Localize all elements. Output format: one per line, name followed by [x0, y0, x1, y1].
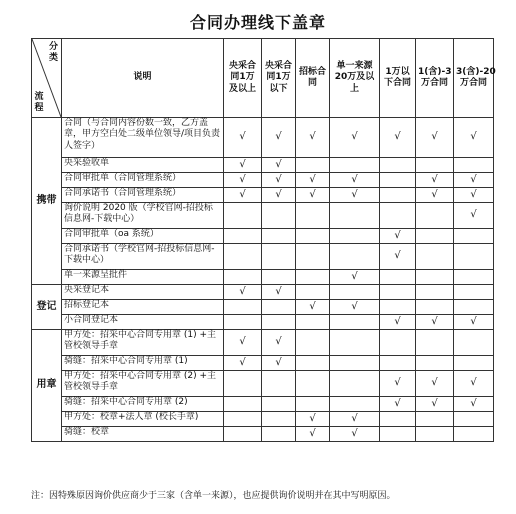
category-cell: 用章 [32, 330, 62, 442]
empty-cell [224, 244, 262, 270]
empty-cell [380, 412, 416, 427]
empty-cell [296, 270, 330, 285]
empty-cell [330, 330, 380, 356]
table-row [32, 270, 494, 285]
empty-cell [454, 427, 494, 442]
check-mark-cell: √ [330, 118, 380, 158]
check-mark-cell: √ [296, 188, 330, 203]
check-mark-cell: √ [262, 356, 296, 371]
check-mark-cell: √ [380, 371, 416, 397]
empty-cell [454, 158, 494, 173]
col-header: 央采合同1万以下 [262, 39, 296, 118]
empty-cell [330, 203, 380, 229]
item-cell: 合同（与合同内容份数一致，乙方盖章，甲方空白处二级单位领导/项目负责人签字） [62, 118, 224, 158]
empty-cell [296, 229, 330, 244]
check-mark-cell: √ [454, 203, 494, 229]
empty-cell [262, 203, 296, 229]
table-row [32, 158, 494, 173]
check-mark-cell: √ [454, 397, 494, 412]
item-cell: 合同承诺书（学校官网-招投标信息网-下载中心） [62, 244, 224, 270]
empty-cell [454, 229, 494, 244]
empty-cell [224, 371, 262, 397]
empty-cell [296, 356, 330, 371]
header-description: 说明 [62, 39, 224, 118]
table-row [32, 397, 494, 412]
table-row [32, 229, 494, 244]
check-mark-cell: √ [416, 173, 454, 188]
empty-cell [380, 427, 416, 442]
item-cell: 甲方处：招采中心合同专用章 (1) +主管校领导手章 [62, 330, 224, 356]
item-cell: 合同审批单（oa 系统） [62, 229, 224, 244]
col-header: 央采合同1万及以上 [224, 39, 262, 118]
check-mark-cell: √ [330, 412, 380, 427]
check-mark-cell: √ [296, 300, 330, 315]
item-cell: 骑缝：校章 [62, 427, 224, 442]
check-mark-cell: √ [224, 330, 262, 356]
col-header: 招标合同 [296, 39, 330, 118]
check-mark-cell: √ [224, 356, 262, 371]
check-mark-cell: √ [296, 412, 330, 427]
table-row [32, 203, 494, 229]
category-cell: 登记 [32, 285, 62, 330]
empty-cell [296, 330, 330, 356]
check-mark-cell: √ [330, 427, 380, 442]
corner-label-category: 分类 [48, 42, 58, 64]
empty-cell [262, 300, 296, 315]
check-mark-cell: √ [224, 173, 262, 188]
empty-cell [380, 300, 416, 315]
empty-cell [330, 229, 380, 244]
empty-cell [416, 229, 454, 244]
table-row [32, 244, 494, 270]
empty-cell [416, 330, 454, 356]
check-mark-cell: √ [262, 285, 296, 300]
empty-cell [224, 203, 262, 229]
empty-cell [380, 158, 416, 173]
empty-cell [416, 300, 454, 315]
empty-cell [416, 356, 454, 371]
check-mark-cell: √ [380, 229, 416, 244]
empty-cell [224, 427, 262, 442]
empty-cell [330, 397, 380, 412]
empty-cell [330, 356, 380, 371]
empty-cell [262, 315, 296, 330]
check-mark-cell: √ [262, 158, 296, 173]
item-cell: 甲方处：招采中心合同专用章 (2) +主管校领导手章 [62, 371, 224, 397]
corner-label-process: 流程 [34, 91, 44, 113]
col-header: 1(含)-3万合同 [416, 39, 454, 118]
check-mark-cell: √ [454, 188, 494, 203]
check-mark-cell: √ [454, 118, 494, 158]
item-cell: 甲方处：校章+法人章 (校长手章) [62, 412, 224, 427]
empty-cell [262, 397, 296, 412]
empty-cell [296, 158, 330, 173]
empty-cell [224, 412, 262, 427]
check-mark-cell: √ [224, 188, 262, 203]
check-mark-cell: √ [416, 118, 454, 158]
empty-cell [416, 412, 454, 427]
empty-cell [330, 315, 380, 330]
check-mark-cell: √ [296, 118, 330, 158]
empty-cell [380, 356, 416, 371]
check-mark-cell: √ [416, 371, 454, 397]
check-mark-cell: √ [380, 315, 416, 330]
empty-cell [296, 397, 330, 412]
check-mark-cell: √ [262, 330, 296, 356]
empty-cell [454, 270, 494, 285]
empty-cell [416, 244, 454, 270]
empty-cell [262, 244, 296, 270]
empty-cell [296, 244, 330, 270]
check-mark-cell: √ [416, 397, 454, 412]
item-cell: 央采验收单 [62, 158, 224, 173]
empty-cell [380, 173, 416, 188]
col-header: 单一来源20万及以上 [330, 39, 380, 118]
table-row [32, 356, 494, 371]
col-header: 1万以下合同 [380, 39, 416, 118]
empty-cell [454, 285, 494, 300]
empty-cell [262, 371, 296, 397]
empty-cell [262, 412, 296, 427]
table-row [32, 427, 494, 442]
table-row [32, 118, 494, 158]
page-title: 合同办理线下盖章 [189, 13, 326, 32]
table-row [32, 300, 494, 315]
empty-cell [330, 158, 380, 173]
empty-cell [330, 371, 380, 397]
empty-cell [262, 270, 296, 285]
check-mark-cell: √ [330, 270, 380, 285]
empty-cell [454, 412, 494, 427]
check-mark-cell: √ [296, 173, 330, 188]
check-mark-cell: √ [330, 173, 380, 188]
empty-cell [224, 397, 262, 412]
item-cell: 骑缝：招采中心合同专用章 (2) [62, 397, 224, 412]
empty-cell [454, 300, 494, 315]
empty-cell [296, 371, 330, 397]
empty-cell [380, 330, 416, 356]
empty-cell [224, 229, 262, 244]
item-cell: 合同审批单（合同管理系统） [62, 173, 224, 188]
empty-cell [224, 300, 262, 315]
empty-cell [330, 285, 380, 300]
item-cell: 骑缝：招采中心合同专用章 (1) [62, 356, 224, 371]
corner-header-cell [32, 39, 62, 118]
empty-cell [380, 285, 416, 300]
empty-cell [296, 285, 330, 300]
check-mark-cell: √ [416, 315, 454, 330]
item-cell: 央采登记本 [62, 285, 224, 300]
empty-cell [416, 427, 454, 442]
empty-cell [454, 356, 494, 371]
seal-table [31, 38, 494, 442]
table-row [32, 371, 494, 397]
check-mark-cell: √ [330, 300, 380, 315]
item-cell: 合同承诺书（合同管理系统） [62, 188, 224, 203]
item-cell: 询价说明 2020 版（学校官网-招投标信息网-下载中心） [62, 203, 224, 229]
table-row [32, 285, 494, 300]
empty-cell [330, 244, 380, 270]
check-mark-cell: √ [380, 397, 416, 412]
check-mark-cell: √ [380, 244, 416, 270]
check-mark-cell: √ [224, 285, 262, 300]
check-mark-cell: √ [296, 427, 330, 442]
footnote: 注：因特殊原因询价供应商少于三家（含单一来源），也应提供询价说明并在其中写明原因。 [31, 491, 396, 501]
empty-cell [296, 203, 330, 229]
table-row [32, 173, 494, 188]
check-mark-cell: √ [330, 188, 380, 203]
table-row [32, 330, 494, 356]
item-cell: 单一来源呈批件 [62, 270, 224, 285]
check-mark-cell: √ [224, 158, 262, 173]
check-mark-cell: √ [454, 315, 494, 330]
table-row [32, 412, 494, 427]
empty-cell [380, 270, 416, 285]
check-mark-cell: √ [262, 188, 296, 203]
empty-cell [296, 315, 330, 330]
empty-cell [416, 158, 454, 173]
empty-cell [416, 285, 454, 300]
empty-cell [416, 270, 454, 285]
empty-cell [224, 315, 262, 330]
item-cell: 招标登记本 [62, 300, 224, 315]
item-cell: 小合同登记本 [62, 315, 224, 330]
category-cell: 携带 [32, 118, 62, 285]
empty-cell [454, 244, 494, 270]
empty-cell [454, 330, 494, 356]
empty-cell [262, 229, 296, 244]
empty-cell [380, 188, 416, 203]
check-mark-cell: √ [224, 118, 262, 158]
col-header: 3(含)-20万合同 [454, 39, 494, 118]
check-mark-cell: √ [380, 118, 416, 158]
check-mark-cell: √ [262, 118, 296, 158]
table-row [32, 188, 494, 203]
empty-cell [380, 203, 416, 229]
check-mark-cell: √ [416, 188, 454, 203]
check-mark-cell: √ [454, 173, 494, 188]
empty-cell [224, 270, 262, 285]
check-mark-cell: √ [454, 371, 494, 397]
check-mark-cell: √ [262, 173, 296, 188]
empty-cell [416, 203, 454, 229]
table-row [32, 315, 494, 330]
empty-cell [262, 427, 296, 442]
